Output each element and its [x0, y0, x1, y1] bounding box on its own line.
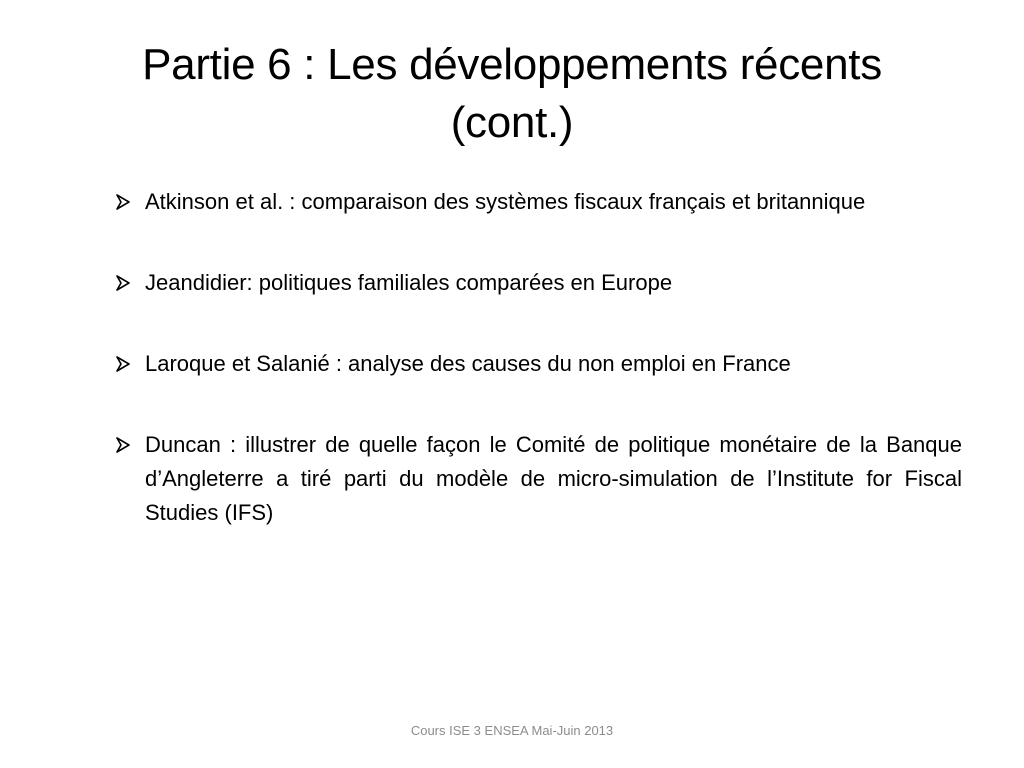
bullet-list	[112, 185, 962, 577]
slide-footer: Cours ISE 3 ENSEA Mai-Juin 2013	[410, 723, 614, 738]
bullet-text: Atkinson et al. : comparaison des systèmes fiscaux français et britannique	[145, 189, 866, 214]
bullet-item	[112, 266, 962, 300]
slide-title-line-1: Partie 6 : Les développements récents	[142, 40, 882, 89]
arrow-bullet-icon	[114, 355, 132, 373]
bullet-item	[112, 347, 962, 381]
bullet-text: Jeandidier: politiques familiales comparées en Europe	[145, 270, 673, 295]
slide-title-line-2: (cont.)	[450, 98, 574, 147]
bullet-text: Duncan : illustrer de quelle façon le Comité de politique monétaire de la Banque d’Angleterre a tiré parti du modèle de micro-simulation de l’Institute for Fiscal Studies (IFS)	[145, 432, 962, 525]
arrow-bullet-icon	[114, 193, 132, 211]
bullet-text: Laroque et Salanié : analyse des causes du non emploi en France	[145, 351, 791, 376]
slide-title	[40, 36, 984, 152]
bullet-item	[112, 185, 962, 219]
bullet-item	[112, 428, 962, 530]
arrow-bullet-icon	[114, 436, 132, 454]
arrow-bullet-icon	[114, 274, 132, 292]
